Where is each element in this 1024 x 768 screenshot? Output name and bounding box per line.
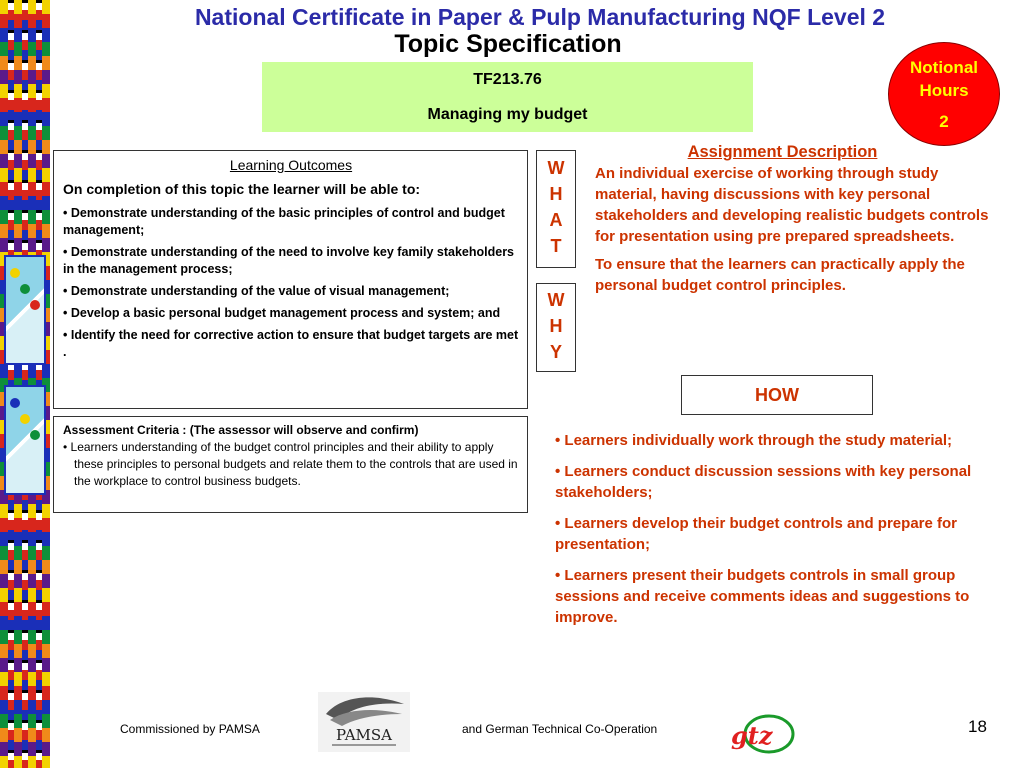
decorative-border [0,0,50,768]
learning-outcomes-heading: Learning Outcomes [229,157,353,173]
gtz-logo [727,712,797,756]
border-dot [20,284,30,294]
assignment-description [595,142,990,303]
what-letter: H [549,184,563,204]
footer-commissioned: Commissioned by PAMSA [120,722,260,736]
why-label-box [536,283,576,372]
border-dot [10,268,20,278]
notional-hours-label: Hours [919,81,969,100]
assessment-criteria-box [53,416,528,513]
how-list [555,430,995,638]
topic-code-box [262,62,753,132]
what-letter: T [550,236,562,256]
assignment-what-text: An individual exercise of working through study material, having discussions with key personal stakeholders and developing realistic budgets controls for presentation using pre prepared spreadsheets. [595,165,989,245]
learning-outcomes-lead: On completion of this topic the learner will be able to: [63,181,421,197]
assignment-why-text: To ensure that the learners can practically apply the personal budget control principles. [595,256,965,294]
footer-cooperation: and German Technical Co-Operation [462,722,658,736]
learning-outcome-item: • Develop a basic personal budget management process and system; and [63,306,501,320]
pamsa-logo-text: PAMSA [335,726,393,744]
how-item: • Learners present their budgets controls in small group sessions and receive comments ideas and suggestions to improve. [555,567,970,626]
assessment-heading: Assessment Criteria : (The assessor will observe and confirm) [63,423,419,437]
notional-hours-label: Notional [910,58,978,77]
assessment-item: • Learners understanding of the budget control principles and their ability to apply these principles to personal budgets and relate them to the controls that are used in the workplace to control business budgets. [63,440,518,488]
learning-outcome-item: • Identify the need for corrective action to ensure that budget targets are met . [63,328,519,359]
border-dot [10,398,20,408]
why-letter: H [549,316,563,336]
page-number: 18 [968,717,987,736]
how-item: • Learners conduct discussion sessions with key personal stakeholders; [555,463,972,501]
border-dot [30,430,40,440]
what-label-box [536,150,576,268]
notional-hours-value: 2 [939,112,949,131]
what-letter: A [549,210,563,230]
how-item: • Learners develop their budget controls and prepare for presentation; [555,515,957,553]
notional-hours-badge [888,42,1000,146]
border-dot [20,414,30,424]
how-label-box: HOW [681,375,873,415]
page-title: National Certificate in Paper & Pulp Manufacturing NQF Level 2 [194,4,886,30]
assignment-heading: Assignment Description [687,143,878,161]
how-item: • Learners individually work through the study material; [555,432,952,449]
why-letter: Y [549,342,562,362]
learning-outcome-item: • Demonstrate understanding of the basic principles of control and budget management; [63,206,505,237]
learning-outcome-item: • Demonstrate understanding of the value of visual management; [63,284,450,298]
border-dot [30,300,40,310]
border-stripe [36,0,42,768]
border-stripe [8,0,14,768]
border-stripe [22,0,28,768]
topic-name: Managing my budget [427,106,588,123]
learning-outcome-item: • Demonstrate understanding of the need to involve key family stakeholders in the management process; [63,245,515,276]
pamsa-logo [318,692,410,752]
why-letter: W [547,290,565,310]
page-subtitle: Topic Specification [394,30,622,58]
learning-outcomes-box [53,150,528,409]
gtz-logo-text: gtz [731,721,773,750]
topic-code: TF213.76 [473,71,542,88]
what-letter: W [547,158,565,178]
